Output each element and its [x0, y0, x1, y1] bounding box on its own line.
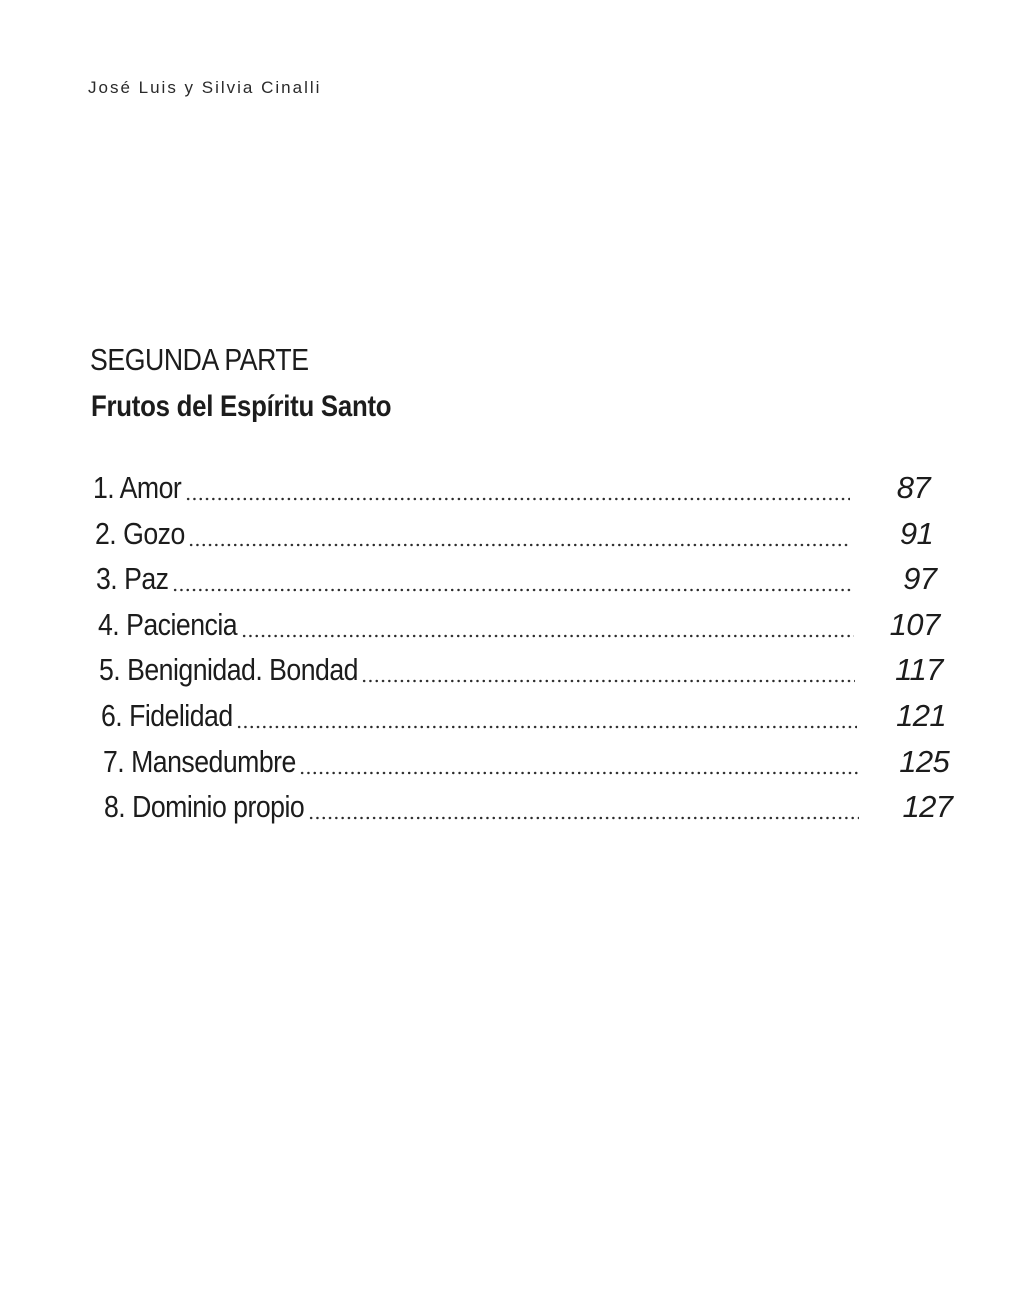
toc-entry-page: 87	[896, 470, 930, 505]
toc-entry	[95, 512, 1000, 556]
toc-entry	[103, 740, 1000, 784]
toc-leader-dots	[236, 725, 857, 729]
toc-leader-dots	[188, 543, 852, 547]
toc-entry-page: 107	[889, 606, 940, 642]
toc-leader-dots	[241, 634, 854, 638]
toc-entry-page: 125	[899, 743, 950, 779]
toc-entry	[104, 785, 1000, 829]
toc-entry-page: 127	[902, 789, 953, 825]
toc-entry	[93, 466, 1000, 510]
toc-entry-label: 2. Gozo	[94, 515, 185, 551]
toc-entry-label: 8. Dominio propio	[104, 789, 305, 825]
toc-entry	[98, 603, 1000, 647]
toc-entry-page: 121	[896, 698, 946, 733]
toc-leader-dots	[172, 588, 852, 592]
toc-entry-page: 91	[899, 515, 934, 551]
toc-leader-dots	[308, 816, 859, 820]
toc-entry-label: 1. Amor	[93, 470, 182, 505]
toc-entry-label: 5. Benignidad. Bondad	[99, 652, 359, 688]
toc-entry	[101, 694, 1000, 738]
toc-entry-label: 6. Fidelidad	[101, 698, 233, 733]
toc-entry-label: 4. Paciencia	[97, 606, 237, 642]
toc-entry-page: 97	[903, 561, 937, 597]
toc-entry	[96, 557, 1000, 601]
running-header-author: José Luis y Silvia Cinalli	[88, 78, 322, 97]
section-title: Frutos del Espíritu Santo	[91, 390, 392, 423]
section-label: SEGUNDA PARTE	[90, 342, 309, 377]
toc-entry-label: 7. Mansedumbre	[102, 743, 296, 779]
toc-entry-page: 117	[895, 652, 943, 688]
toc-leader-dots	[185, 497, 850, 501]
toc-leader-dots	[361, 679, 855, 683]
toc-leader-dots	[299, 771, 858, 775]
toc-entry	[99, 648, 1000, 692]
table-of-contents	[0, 466, 1024, 846]
toc-entry-label: 3. Paz	[96, 561, 169, 597]
